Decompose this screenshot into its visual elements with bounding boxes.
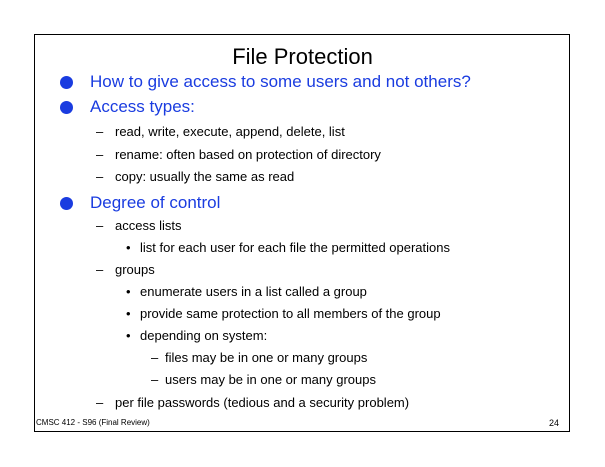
- bullet-item: per file passwords (tedious and a security problem): [115, 395, 410, 410]
- bullet-item: enumerate users in a list called a group: [140, 284, 367, 299]
- slide-footer: CMSC 412 - S96 (Final Review): [36, 418, 150, 427]
- bullet-item: Access types:: [90, 97, 195, 116]
- bullet-item: How to give access to some users and not others?: [90, 72, 471, 91]
- bullet-item: groups: [115, 262, 155, 277]
- bullet-item: access lists: [115, 218, 182, 233]
- bullet-item: Degree of control: [90, 193, 221, 212]
- dash-marker: –: [96, 262, 104, 277]
- bullet-item: rename: often based on protection of directory: [115, 147, 381, 162]
- bullet-item: users may be in one or many groups: [165, 372, 376, 387]
- bullet-item: copy: usually the same as read: [115, 169, 295, 184]
- dash-marker: –: [96, 218, 104, 233]
- dot-marker: •: [126, 328, 131, 343]
- dash-marker: –: [151, 372, 159, 387]
- bullet-item: list for each user for each file the permitted operations: [140, 240, 450, 255]
- dash-marker: –: [151, 350, 159, 365]
- bullet-item: depending on system:: [140, 328, 268, 343]
- dash-marker: –: [96, 147, 104, 162]
- bullet-item: read, write, execute, append, delete, list: [115, 124, 345, 139]
- bullet-icon: [60, 197, 73, 210]
- dot-marker: •: [126, 284, 131, 299]
- bullet-item: files may be in one or many groups: [165, 350, 368, 365]
- dot-marker: •: [126, 306, 131, 321]
- dot-marker: •: [126, 240, 131, 255]
- bullet-icon: [60, 76, 73, 89]
- dash-marker: –: [96, 395, 104, 410]
- slide-title: File Protection: [232, 44, 373, 69]
- dash-marker: –: [96, 169, 104, 184]
- page-number: 24: [549, 418, 560, 428]
- dash-marker: –: [96, 124, 104, 139]
- bullet-icon: [60, 101, 73, 114]
- bullet-item: provide same protection to all members of the group: [140, 306, 441, 321]
